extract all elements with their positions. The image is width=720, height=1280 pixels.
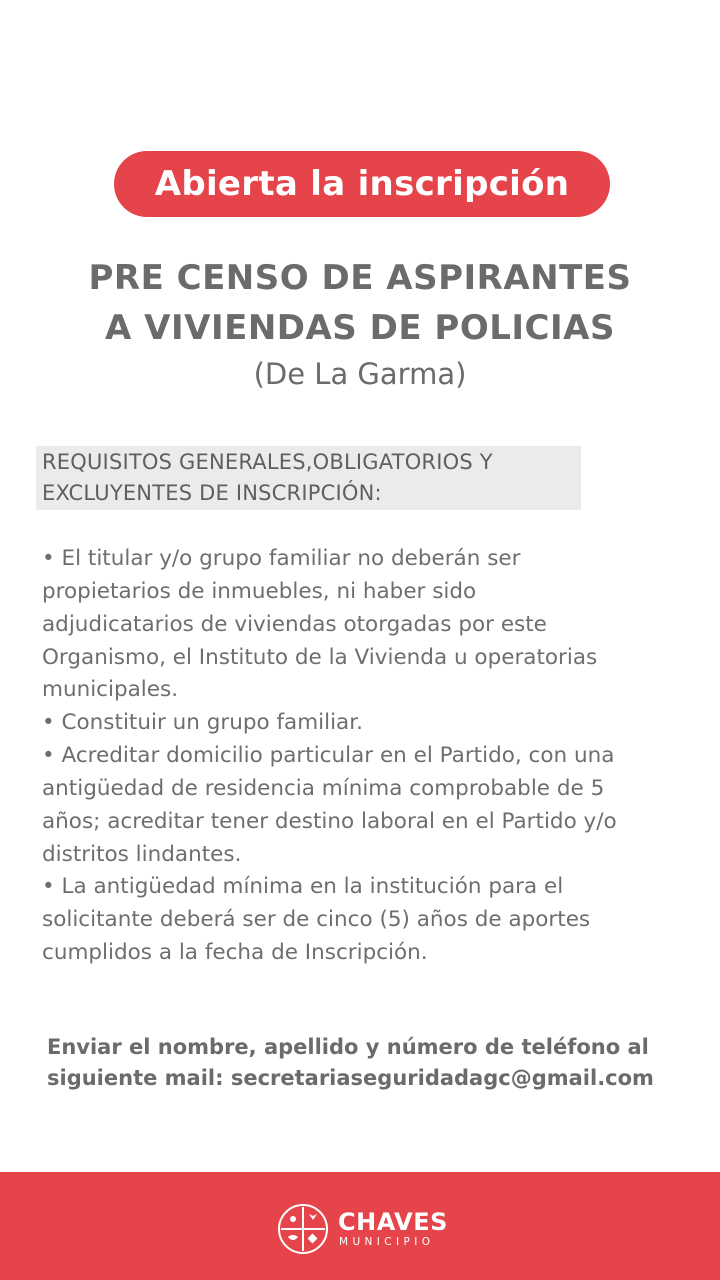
heading-line-2: A VIVIENDAS DE POLICIAS [105, 308, 615, 348]
requirement-text-line: Organismo, el Instituto de la Vivienda u operatorias [42, 645, 598, 670]
heading-subtitle: (De La Garma) [253, 357, 467, 391]
requirement-text-line: • Acreditar domicilio particular en el Partido, con una [42, 743, 615, 768]
requirements-title-line-2: EXCLUYENTES DE INSCRIPCIÓN: [42, 481, 382, 505]
requirement-text-line: municipales. [42, 677, 179, 702]
requirement-text-line: solicitante deberá ser de cinco (5) años de aportes [42, 907, 591, 932]
requirement-text-line: cumplidos a la fecha de Inscripción. [42, 940, 428, 965]
requirement-text-line: antigüedad de residencia mínima comprobable de 5 [42, 776, 605, 801]
requirement-text-line: • El titular y/o grupo familiar no deberán ser [42, 546, 521, 571]
requirement-text-line: distritos lindantes. [42, 842, 242, 867]
requirement-text-line: adjudicatarios de viviendas otorgadas por este [42, 612, 547, 637]
requirement-text-line: • La antigüedad mínima en la institución para el [42, 874, 564, 899]
banner-label: Abierta la inscripción [154, 164, 570, 204]
requirements-title-line-1: REQUISITOS GENERALES,OBLIGATORIOS Y [42, 450, 493, 474]
municipal-shield-icon [276, 1202, 330, 1256]
contact-line-2: siguiente mail: secretariaseguridadagc@gmail.com [47, 1066, 654, 1090]
registration-open-banner [114, 151, 610, 217]
heading-line-1: PRE CENSO DE ASPIRANTES [88, 258, 632, 298]
municipality-name: CHAVES [338, 1208, 448, 1236]
requirement-text-line: • Constituir un grupo familiar. [42, 710, 363, 735]
requirement-text-line: años; acreditar tener destino laboral en el Partido y/o [42, 809, 617, 834]
contact-line-1: Enviar el nombre, apellido y número de teléfono al [47, 1035, 649, 1059]
municipality-subtitle: MUNICIPIO [339, 1236, 435, 1248]
requirement-text-line: propietarios de inmuebles, ni haber sido [42, 579, 477, 604]
